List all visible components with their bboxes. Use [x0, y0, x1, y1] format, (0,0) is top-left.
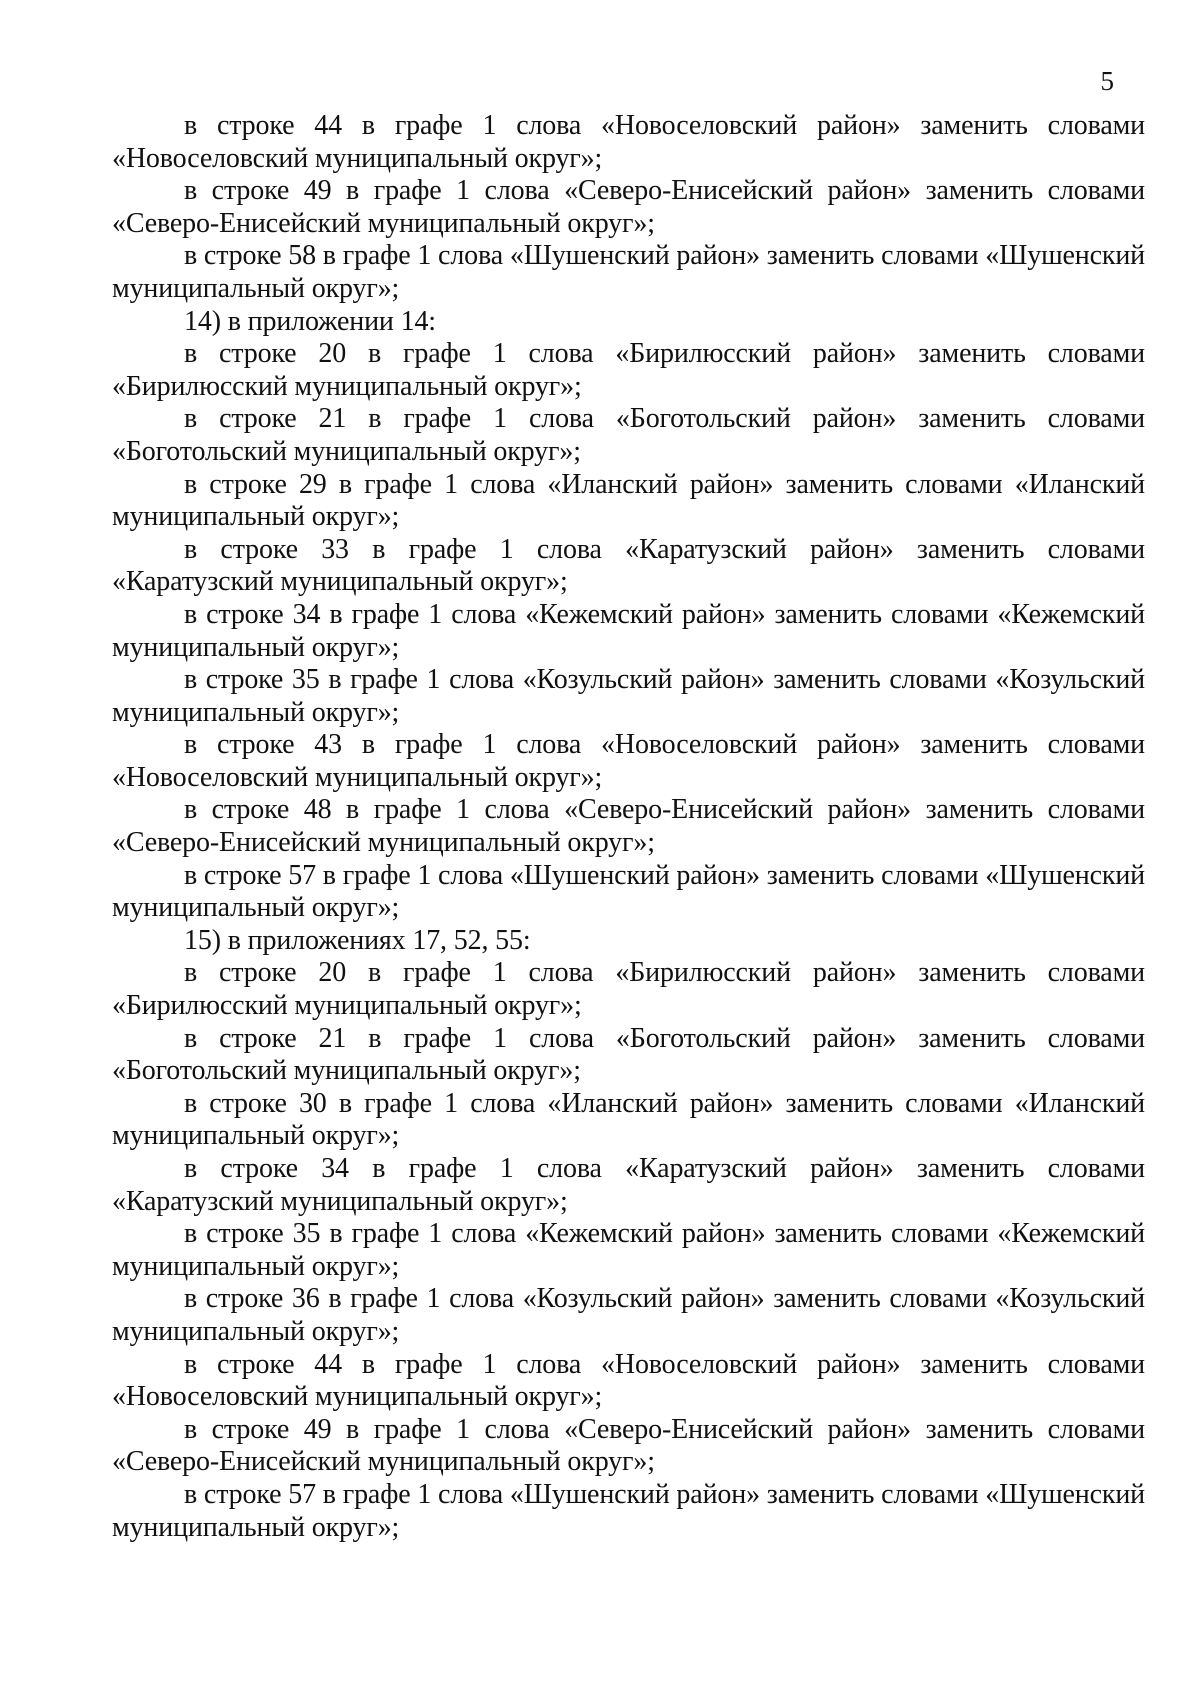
- paragraph: в строке 35 в графе 1 слова «Кежемский район» заменить словами «Кежемский муниципальный округ»;: [112, 1218, 1145, 1282]
- paragraph: в строке 30 в графе 1 слова «Иланский район» заменить словами «Иланский муниципальный округ»;: [112, 1087, 1145, 1152]
- paragraph: в строке 34 в графе 1 слова «Каратузский район» заменить словами «Каратузский муниципальный округ»;: [112, 1153, 1145, 1217]
- paragraph: в строке 20 в графе 1 слова «Бирилюсский район» заменить словами «Бирилюсский муниципальный округ»;: [112, 957, 1145, 1022]
- paragraph: в строке 21 в графе 1 слова «Боготольский район» заменить словами «Боготольский муниципальный округ»;: [112, 403, 1145, 467]
- section-heading: 15) в приложениях 17, 52, 55:: [184, 924, 531, 956]
- paragraph: в строке 57 в графе 1 слова «Шушенский район» заменить словами «Шушенский муниципальный округ»;: [112, 859, 1145, 924]
- paragraph: в строке 43 в графе 1 слова «Новоселовский район» заменить словами «Новоселовский муниципальный округ»;: [112, 729, 1145, 793]
- paragraph: в строке 57 в графе 1 слова «Шушенский район» заменить словами «Шушенский муниципальный округ»;: [112, 1478, 1145, 1543]
- paragraph: в строке 49 в графе 1 слова «Северо-Енисейский район» заменить словами «Северо-Енисейский муниципальный округ»;: [112, 175, 1145, 239]
- paragraph: в строке 48 в графе 1 слова «Северо-Енисейский район» заменить словами «Северо-Енисейский муниципальный округ»;: [112, 794, 1145, 859]
- paragraph: в строке 21 в графе 1 слова «Боготольский район» заменить словами «Боготольский муниципальный округ»;: [112, 1022, 1145, 1087]
- paragraph: в строке 20 в графе 1 слова «Бирилюсский район» заменить словами «Бирилюсский муниципальный округ»;: [112, 338, 1145, 402]
- paragraph: в строке 36 в графе 1 слова «Козульский район» заменить словами «Козульский муниципальный округ»;: [112, 1283, 1145, 1347]
- paragraph: в строке 33 в графе 1 слова «Каратузский район» заменить словами «Каратузский муниципальный округ»;: [112, 533, 1145, 598]
- page-number: 5: [1100, 66, 1114, 96]
- paragraph: в строке 44 в графе 1 слова «Новоселовский район» заменить словами «Новоселовский муниципальный округ»;: [112, 110, 1145, 174]
- document-body: [112, 110, 1145, 1544]
- paragraph: в строке 49 в графе 1 слова «Северо-Енисейский район» заменить словами «Северо-Енисейский муниципальный округ»;: [112, 1413, 1145, 1478]
- paragraph: в строке 44 в графе 1 слова «Новоселовский район» заменить словами «Новоселовский муниципальный округ»;: [112, 1348, 1145, 1413]
- section-heading: 14) в приложении 14:: [184, 305, 436, 337]
- paragraph: в строке 34 в графе 1 слова «Кежемский район» заменить словами «Кежемский муниципальный округ»;: [112, 598, 1145, 663]
- paragraph: в строке 29 в графе 1 слова «Иланский район» заменить словами «Иланский муниципальный округ»;: [112, 468, 1145, 533]
- paragraph: в строке 58 в графе 1 слова «Шушенский район» заменить словами «Шушенский муниципальный округ»;: [112, 240, 1145, 304]
- paragraph: в строке 35 в графе 1 слова «Козульский район» заменить словами «Козульский муниципальный округ»;: [112, 664, 1145, 728]
